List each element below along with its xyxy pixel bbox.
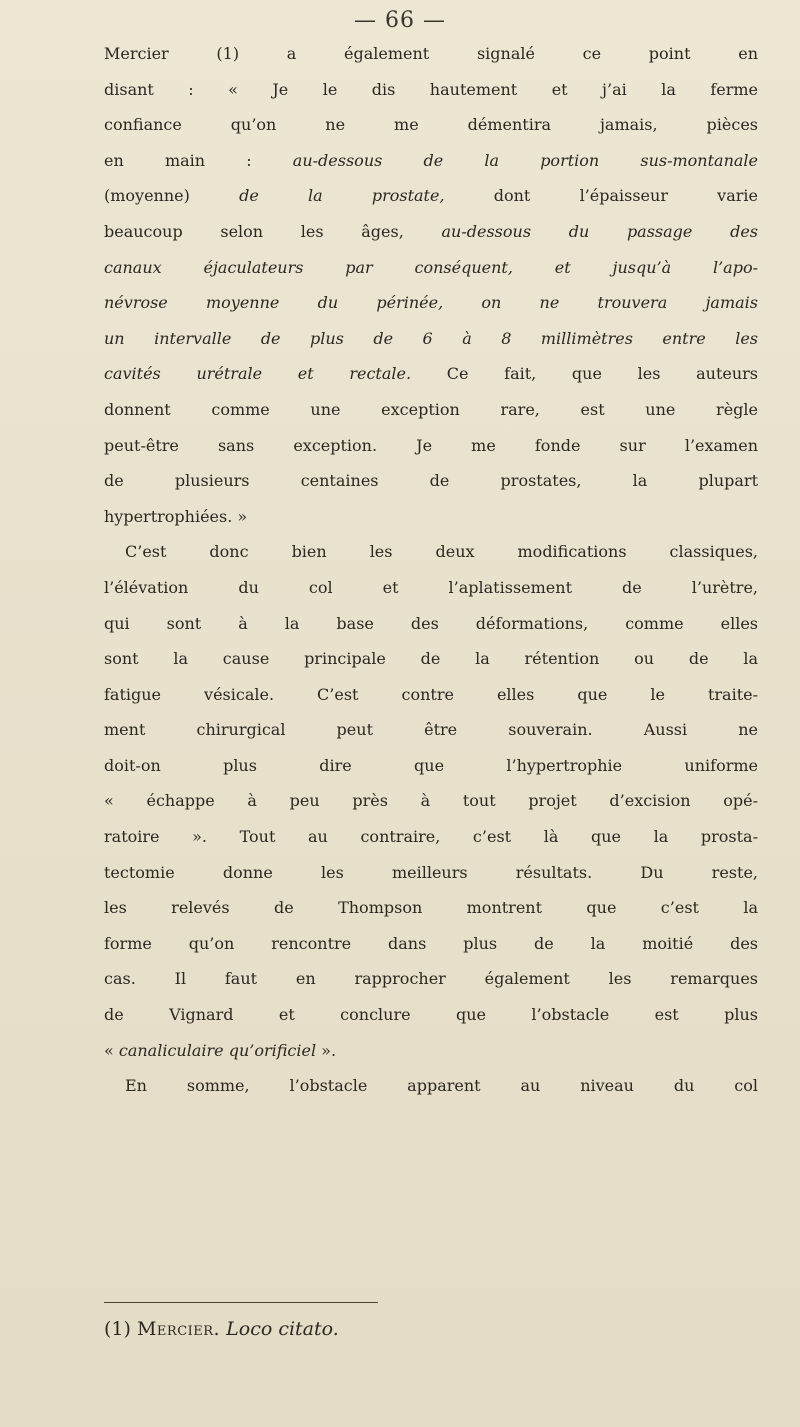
text-line: [104, 115, 758, 151]
text-run: confiance qu’on ne me démentira jamais, pièces: [104, 115, 758, 135]
text-line: [104, 436, 758, 472]
italic-text: canaliculaire qu’orificiel: [118, 1040, 317, 1060]
text-line: [104, 471, 758, 507]
text-line: [104, 720, 758, 756]
italic-text: au-dessous du passage des: [441, 221, 758, 241]
italic-text: au-dessous de la portion sus-montanale: [292, 150, 758, 170]
footnote: [104, 1318, 339, 1340]
text-line: [104, 507, 758, 543]
text-run: de Vignard et conclure que l’obstacle est plus: [104, 1005, 758, 1025]
text-line: [104, 258, 758, 294]
text-line: [104, 329, 758, 365]
text-run: En somme, l’obstacle apparent au niveau du col: [125, 1076, 758, 1096]
text-run: en main :: [104, 150, 293, 170]
text-line: [104, 364, 758, 400]
text-run: cas. Il faut en rapprocher également les remarques: [104, 969, 758, 989]
text-line: [104, 685, 758, 721]
text-run: Ce fait, que les auteurs: [411, 364, 758, 384]
text-run: fatigue vésicale. C’est contre elles que le traite-: [104, 684, 758, 704]
text-line: [104, 827, 758, 863]
text-run: ment chirurgical peut être souverain. Aussi ne: [104, 720, 758, 740]
text-run: tectomie donne les meilleurs résultats. Du reste,: [104, 862, 758, 882]
text-line: [104, 44, 758, 80]
text-line: [104, 293, 758, 329]
text-run: de plusieurs centaines de prostates, la plupart: [104, 471, 758, 491]
text-run: les relevés de Thompson montrent que c’est la: [104, 898, 758, 918]
italic-text: de la prostate,: [239, 186, 445, 206]
text-run: ».: [316, 1040, 337, 1060]
text-run: hypertrophiées. »: [104, 506, 248, 526]
text-run: C’est donc bien les deux modifications classiques,: [125, 542, 758, 562]
text-line: [104, 542, 758, 578]
text-line: [104, 649, 758, 685]
text-line: [104, 863, 758, 899]
text-run: dont l’épaisseur varie: [444, 186, 758, 206]
text-run: peut-être sans exception. Je me fonde sur l’examen: [104, 435, 758, 455]
text-line: [104, 1041, 758, 1077]
footnote-citation: Loco citato.: [226, 1318, 339, 1340]
text-line: [104, 400, 758, 436]
text-run: donnent comme une exception rare, est une règle: [104, 399, 758, 419]
text-run: forme qu’on rencontre dans plus de la moitié des: [104, 933, 758, 953]
text-line: [104, 898, 758, 934]
page-number: — 66 —: [354, 8, 446, 33]
text-line: [104, 969, 758, 1005]
text-line: [104, 614, 758, 650]
text-line: [104, 934, 758, 970]
italic-text: un intervalle de plus de 6 à 8 millimètres entre les: [104, 328, 758, 348]
text-run: beaucoup selon les âges,: [104, 221, 442, 241]
text-run: l’élévation du col et l’aplatissement de l’urètre,: [104, 577, 758, 597]
italic-text: canaux éjaculateurs par conséquent, et jusqu’à l’apo-: [104, 257, 758, 277]
text-line: [104, 756, 758, 792]
text-line: [104, 791, 758, 827]
italic-text: névrose moyenne du périnée, on ne trouvera jamais: [104, 293, 758, 313]
text-line: [104, 222, 758, 258]
footnote-marker: (1): [104, 1318, 131, 1340]
text-run: « échappe à peu près à tout projet d’excision opé-: [104, 791, 758, 811]
text-run: (moyenne): [104, 186, 240, 206]
text-run: ratoire ». Tout au contraire, c’est là que la prosta-: [104, 827, 758, 847]
text-line: [104, 1076, 758, 1112]
text-run: qui sont à la base des déformations, comme elles: [104, 613, 758, 633]
text-line: [104, 151, 758, 187]
text-line: [104, 578, 758, 614]
text-line: [104, 186, 758, 222]
footnote-author: Mercier.: [136, 1318, 221, 1340]
body-text: [104, 44, 758, 1112]
text-run: disant : « Je le dis hautement et j’ai la ferme: [104, 79, 758, 99]
footnote-divider: [104, 1302, 378, 1303]
italic-text: cavités urétrale et rectale.: [104, 364, 412, 384]
text-line: [104, 1005, 758, 1041]
text-run: doit-on plus dire que l’hypertrophie uniforme: [104, 755, 758, 775]
text-run: «: [104, 1040, 119, 1060]
text-run: Mercier (1) a également signalé ce point en: [104, 44, 758, 63]
text-run: sont la cause principale de la rétention ou de la: [104, 649, 758, 669]
text-line: [104, 80, 758, 116]
